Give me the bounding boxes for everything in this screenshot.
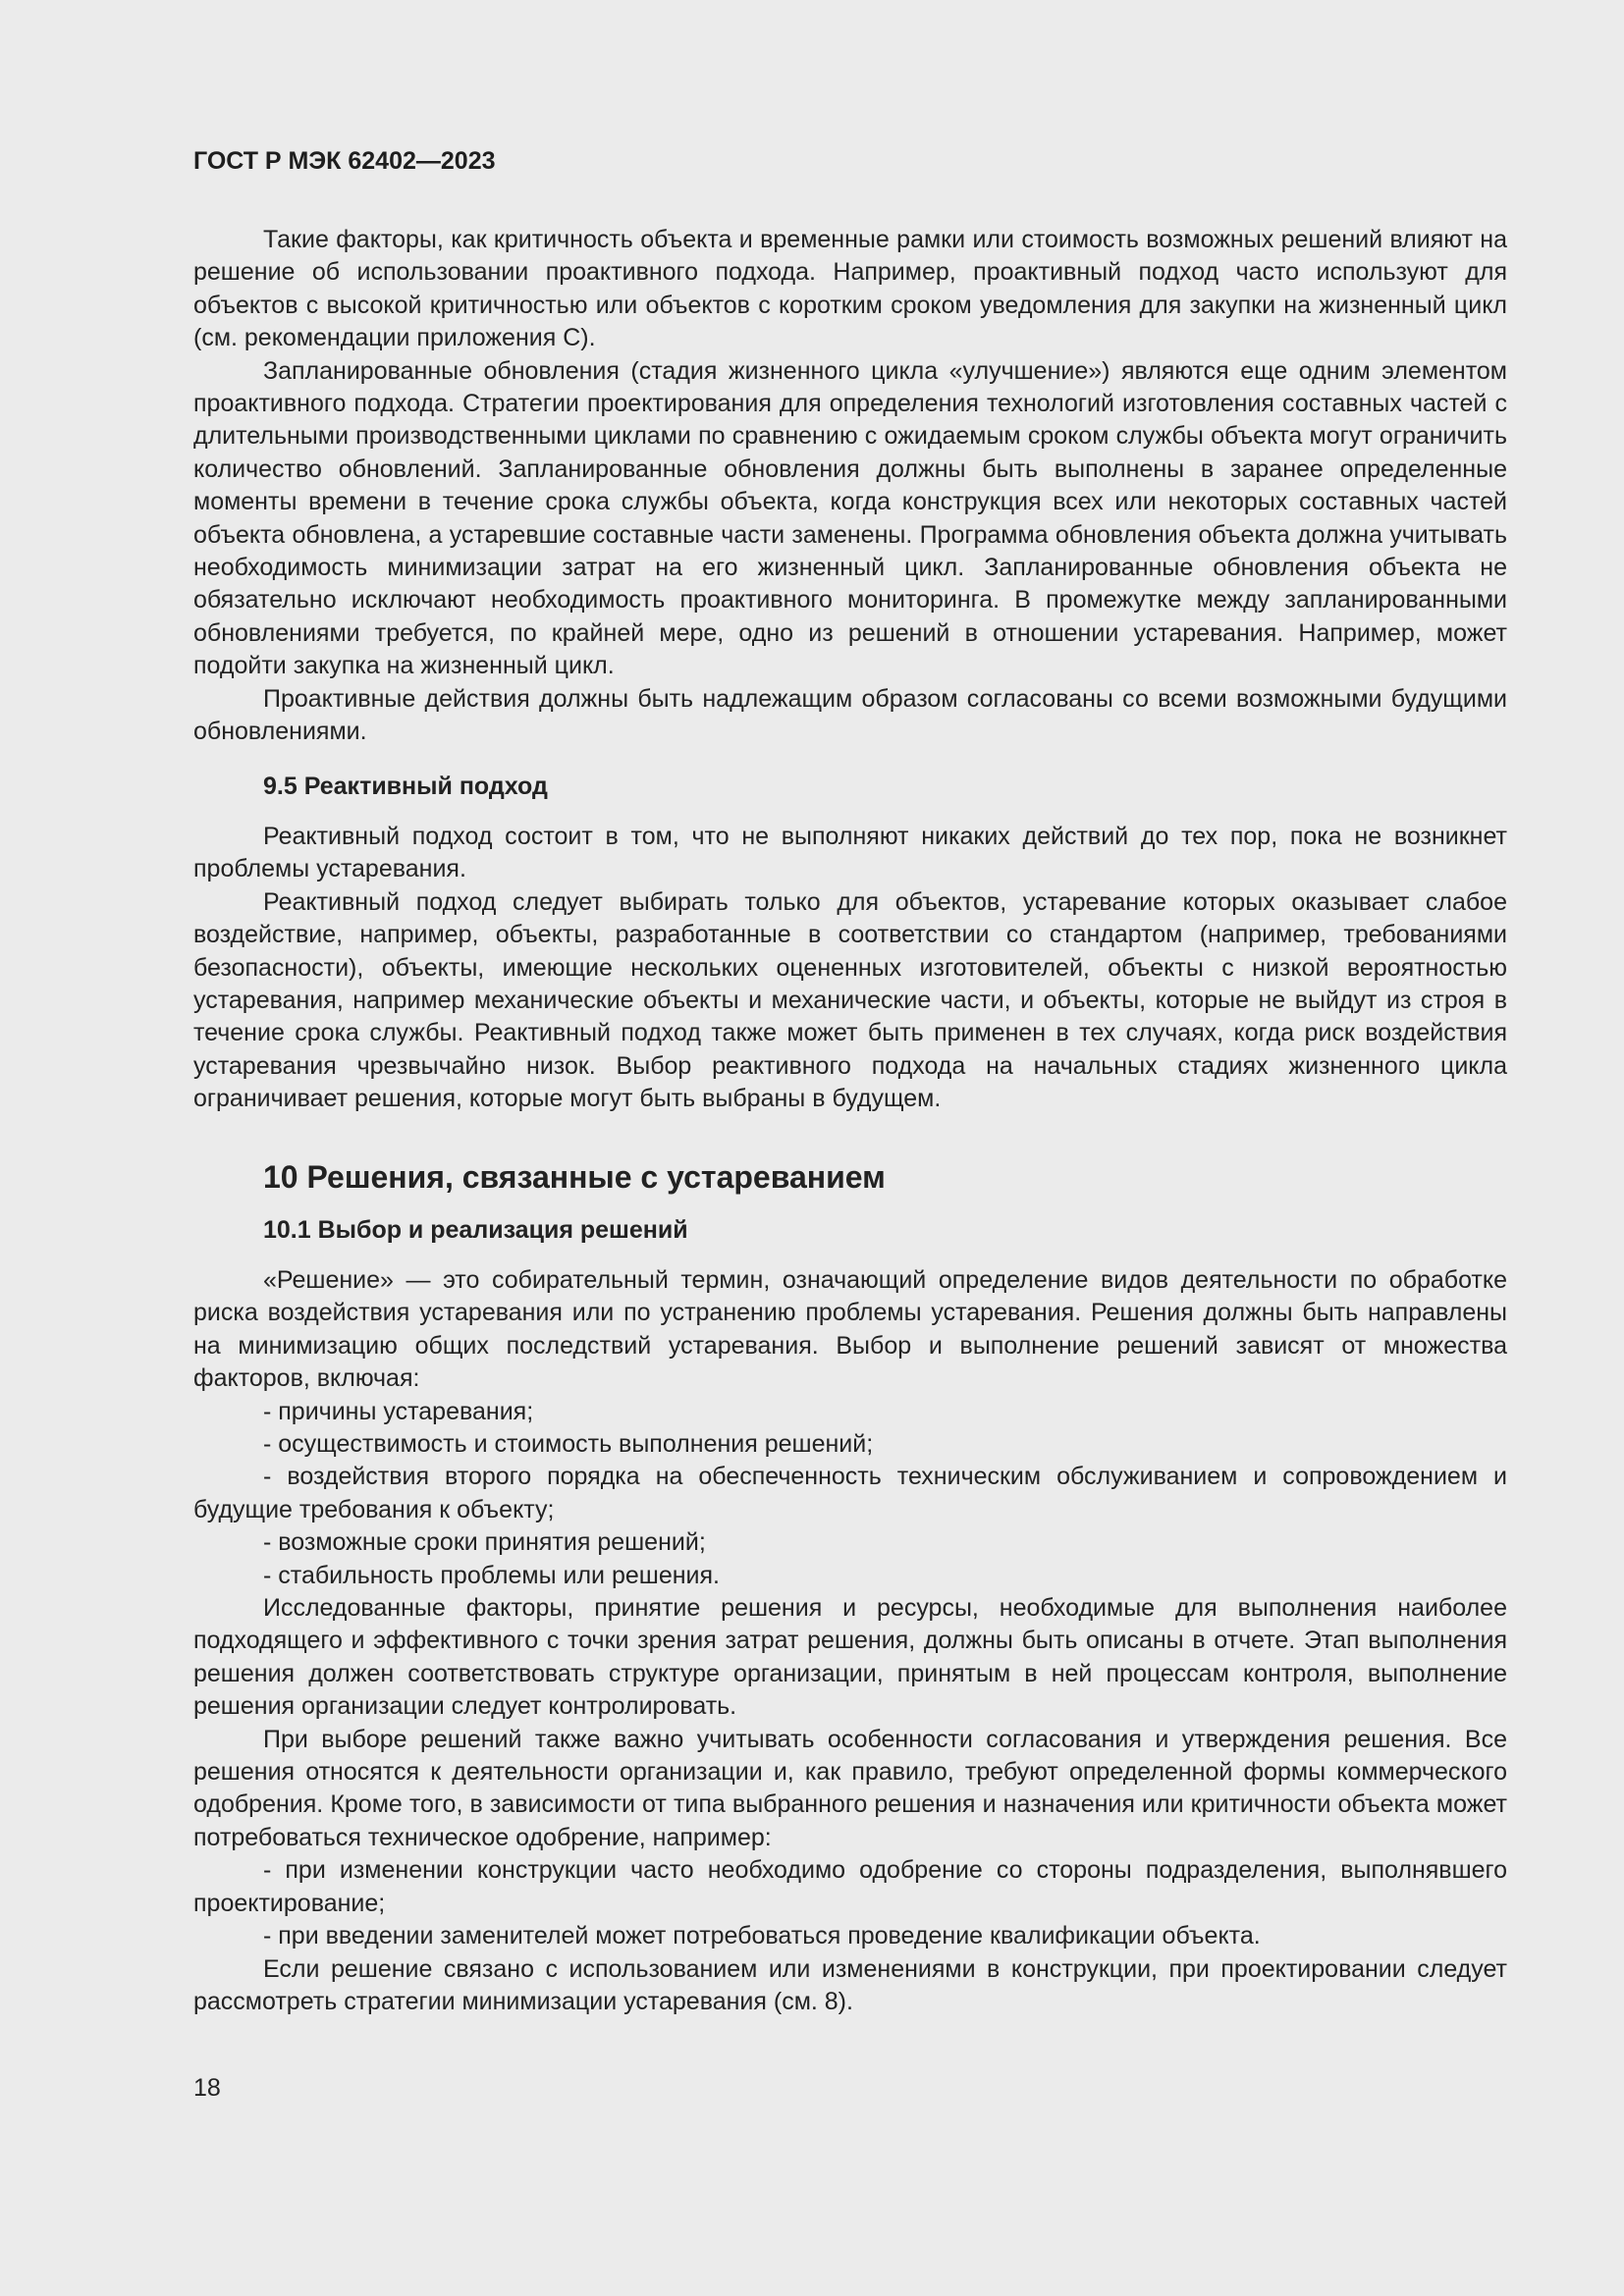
- document-header: ГОСТ Р МЭК 62402—2023: [193, 147, 496, 175]
- list-item: - осуществимость и стоимость выполнения решений;: [263, 1430, 874, 1458]
- page-number: 18: [193, 2074, 221, 2102]
- list-item: - причины устаревания;: [263, 1397, 534, 1425]
- paragraph-approval: При выборе решений также важно учитывать особенности согласования и утверждения решения. Все решения относятся к деятельности организации и, как правило, требуют определенной формы коммерческого одобрения. Кроме того, в зависимости от типа выбранного решения и назначения или критичности объекта может потребоваться техническое одобрение, например:: [193, 1725, 1507, 1851]
- paragraph-reactive-selection: Реактивный подход следует выбирать только для объектов, устаревание которых оказывает слабое воздействие, например, объекты, разработанные в соответствии со стандартом (например, требованиями безопасности), объекты, имеющие нескольких оцененных изготовителей, объекты с низкой вероятностью устаревания, например механические объекты и механические части, и объекты, которые не выйдут из строя в течение срока службы. Реактивный подход также может быть применен в тех случаях, когда риск воздействия устаревания чрезвычайно низок. Выбор реактивного подхода на начальных стадиях жизненного цикла ограничивает решения, которые могут быть выбраны в будущем.: [193, 887, 1507, 1113]
- list-item: - стабильность проблемы или решения.: [263, 1561, 720, 1589]
- paragraph-solution-definition: «Решение» — это собирательный термин, означающий определение видов деятельности по обработке риска воздействия устаревания или по устранению проблемы устаревания. Решения должны быть направлены на минимизацию общих последствий устаревания. Выбор и выполнение решений зависят от множества факторов, включая:: [193, 1265, 1507, 1393]
- paragraph-criticality-factors: Такие факторы, как критичность объекта и временные рамки или стоимость возможных решений влияют на решение об использовании проактивного подхода. Например, проактивный подход часто используют для объектов с высокой критичностью или объектов с коротким сроком уведомления для закупки на жизненный цикл (см. рекомендации приложения С).: [193, 226, 1507, 352]
- paragraph-design-strategies: Если решение связано с использованием или изменениями в конструкции, при проектировании следует рассмотреть стратегии минимизации устаревания (см. 8).: [193, 1954, 1507, 2015]
- paragraph-proactive-actions: Проактивные действия должны быть надлежащим образом согласованы со всеми возможными будущими обновлениями.: [193, 684, 1507, 746]
- section-heading-9-5: 9.5 Реактивный подход: [263, 772, 548, 800]
- section-heading-10-1: 10.1 Выбор и реализация решений: [263, 1215, 688, 1244]
- list-item: - при введении заменителей может потребоваться проведение квалификации объекта.: [263, 1922, 1261, 1950]
- list-item: - при изменении конструкции часто необходимо одобрение со стороны подразделения, выполнявшего проектирование;: [193, 1856, 1507, 1917]
- document-body: [193, 224, 1507, 2018]
- list-item: - воздействия второго порядка на обеспеченность техническим обслуживанием и сопровождением и будущие требования к объекту;: [193, 1463, 1507, 1523]
- paragraph-reactive-definition: Реактивный подход состоит в том, что не выполняют никаких действий до тех пор, пока не возникнет проблемы устаревания.: [193, 822, 1507, 883]
- section-heading-10: 10 Решения, связанные с устареванием: [263, 1158, 886, 1195]
- list-item: - возможные сроки принятия решений;: [263, 1528, 706, 1557]
- paragraph-reporting: Исследованные факторы, принятие решения и ресурсы, необходимые для выполнения наиболее подходящего и эффективного с точки зрения затрат решения, должны быть описаны в отчете. Этап выполнения решения должен соответствовать структуре организации, принятым в ней процессам контроля, выполнение решения организации следует контролировать.: [193, 1594, 1507, 1721]
- paragraph-planned-updates: Запланированные обновления (стадия жизненного цикла «улучшение») являются еще одним элементом проактивного подхода. Стратегии проектирования для определения технологий изготовления составных частей с длительными производственными циклами по сравнению с ожидаемым сроком службы объекта могут ограничить количество обновлений. Запланированные обновления должны быть выполнены в заранее определенные моменты времени в течение срока службы объекта, когда конструкция всех или некоторых составных частей объекта обновлена, а устаревшие составные части заменены. Программа обновления объекта должна учитывать необходимость минимизации затрат на его жизненный цикл. Запланированные обновления объекта не обязательно исключают необходимость проактивного мониторинга. В промежутке между запланированными обновлениями требуется, по крайней мере, одно из решений в отношении устаревания. Например, может подойти закупка на жизненный цикл.: [193, 356, 1507, 680]
